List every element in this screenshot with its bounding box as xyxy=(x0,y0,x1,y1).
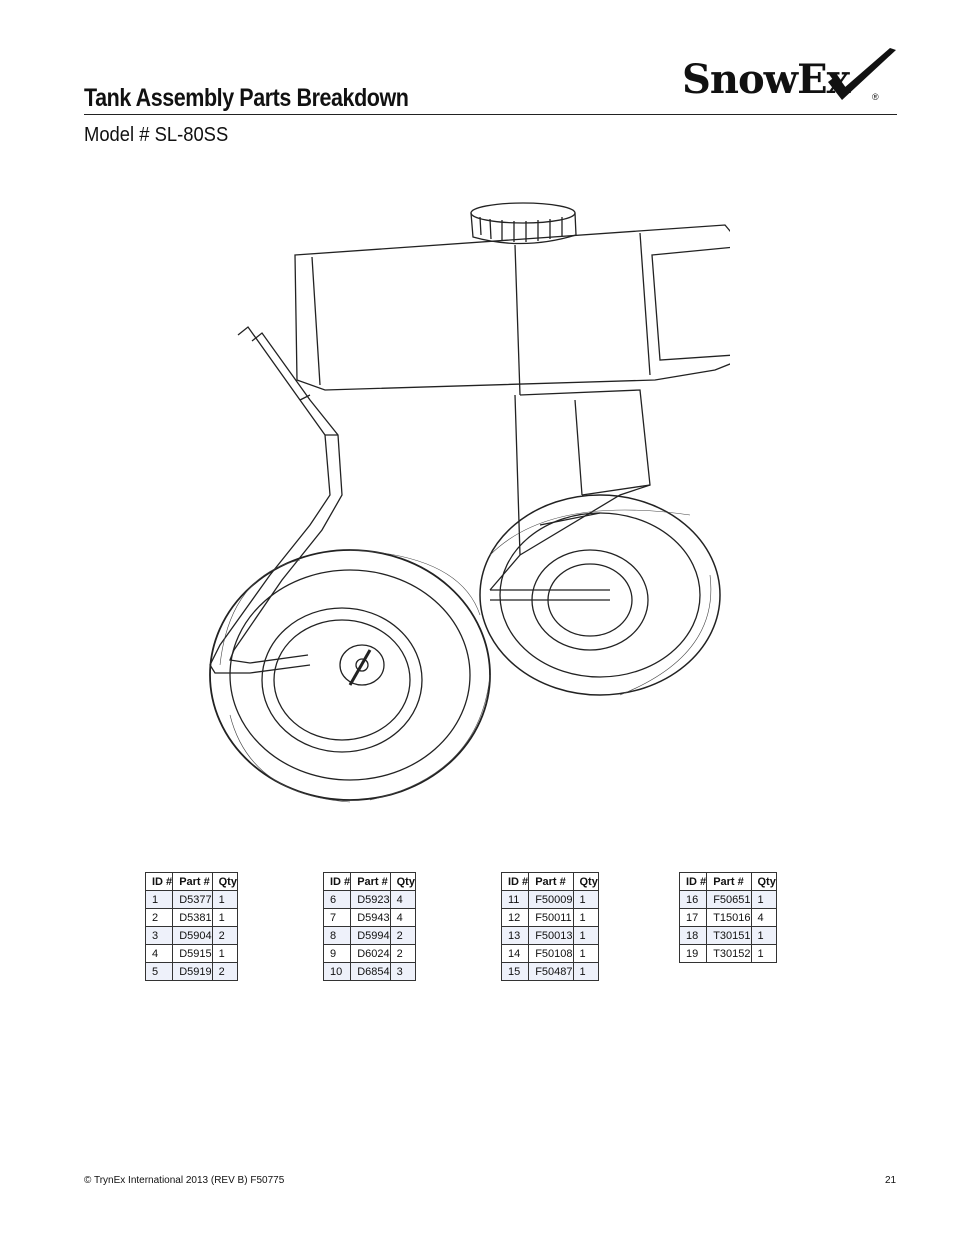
cell-id: 19 xyxy=(680,945,707,963)
cell-id: 13 xyxy=(502,927,529,945)
cell-part: F50651 xyxy=(707,891,751,909)
table-row xyxy=(146,963,238,981)
cell-qty: 4 xyxy=(751,909,776,927)
cell-qty: 2 xyxy=(390,945,415,963)
cell-part: T15016 xyxy=(707,909,751,927)
header-part: Part # xyxy=(351,873,390,891)
table-row xyxy=(324,963,416,981)
cell-part: F50009 xyxy=(529,891,573,909)
header-id: ID # xyxy=(502,873,529,891)
footer-copyright: © TrynEx International 2013 (REV B) F50775 xyxy=(84,1175,285,1186)
cell-qty: 4 xyxy=(390,891,415,909)
cell-qty: 1 xyxy=(573,945,598,963)
cell-part: F50108 xyxy=(529,945,573,963)
header-qty: Qty xyxy=(212,873,237,891)
header-id: ID # xyxy=(324,873,351,891)
cell-part: D5994 xyxy=(351,927,390,945)
cell-part: D5943 xyxy=(351,909,390,927)
table-row xyxy=(324,909,416,927)
cell-qty: 1 xyxy=(573,927,598,945)
table-row xyxy=(324,927,416,945)
cell-id: 1 xyxy=(146,891,173,909)
cell-part: F50011 xyxy=(529,909,573,927)
registered-mark: ® xyxy=(872,92,879,102)
cell-qty: 1 xyxy=(573,963,598,981)
cell-id: 8 xyxy=(324,927,351,945)
cell-qty: 1 xyxy=(573,909,598,927)
cell-part: T30152 xyxy=(707,945,751,963)
cell-qty: 2 xyxy=(390,927,415,945)
table-row xyxy=(502,963,599,981)
model-subtitle: Model # SL-80SS xyxy=(84,124,229,146)
cell-id: 10 xyxy=(324,963,351,981)
cell-part: D5381 xyxy=(173,909,212,927)
cell-qty: 1 xyxy=(212,891,237,909)
cell-qty: 1 xyxy=(751,927,776,945)
cell-part: D6854 xyxy=(351,963,390,981)
cell-id: 4 xyxy=(146,945,173,963)
parts-table-3 xyxy=(501,872,599,981)
cell-id: 5 xyxy=(146,963,173,981)
cell-qty: 2 xyxy=(212,927,237,945)
header-qty: Qty xyxy=(573,873,598,891)
cell-id: 16 xyxy=(680,891,707,909)
cell-id: 17 xyxy=(680,909,707,927)
cell-qty: 1 xyxy=(212,945,237,963)
table-header-row xyxy=(324,873,416,891)
parts-table-4 xyxy=(679,872,777,963)
cell-qty: 4 xyxy=(390,909,415,927)
cell-part: D5904 xyxy=(173,927,212,945)
cell-id: 6 xyxy=(324,891,351,909)
cell-id: 14 xyxy=(502,945,529,963)
table-header-row xyxy=(146,873,238,891)
table-row xyxy=(502,909,599,927)
cell-id: 18 xyxy=(680,927,707,945)
cell-qty: 1 xyxy=(212,909,237,927)
table-row xyxy=(680,927,777,945)
table-row xyxy=(680,891,777,909)
table-row xyxy=(324,945,416,963)
checkmark-icon xyxy=(820,48,900,106)
cell-qty: 1 xyxy=(751,891,776,909)
cell-id: 11 xyxy=(502,891,529,909)
cell-qty: 3 xyxy=(390,963,415,981)
brand-logo xyxy=(680,48,900,108)
cell-id: 2 xyxy=(146,909,173,927)
cell-part: D5915 xyxy=(173,945,212,963)
table-row xyxy=(502,891,599,909)
spreader-assembly-drawing xyxy=(190,195,730,815)
page-title: Tank Assembly Parts Breakdown xyxy=(84,84,409,112)
cell-id: 12 xyxy=(502,909,529,927)
parts-table-2 xyxy=(323,872,416,981)
brand-logo-text: SnowEx xyxy=(682,56,850,103)
header-part: Part # xyxy=(707,873,751,891)
table-row xyxy=(680,909,777,927)
cell-qty: 2 xyxy=(212,963,237,981)
table-row xyxy=(146,945,238,963)
header-part: Part # xyxy=(529,873,573,891)
header-id: ID # xyxy=(146,873,173,891)
cell-part: D5377 xyxy=(173,891,212,909)
table-row xyxy=(146,891,238,909)
cell-part: D5923 xyxy=(351,891,390,909)
title-divider xyxy=(84,114,897,115)
cell-part: D6024 xyxy=(351,945,390,963)
page-number: 21 xyxy=(885,1175,897,1186)
header-id: ID # xyxy=(680,873,707,891)
cell-part: F50487 xyxy=(529,963,573,981)
table-row xyxy=(680,945,777,963)
cell-part: D5919 xyxy=(173,963,212,981)
cell-part: F50013 xyxy=(529,927,573,945)
table-header-row xyxy=(680,873,777,891)
table-row xyxy=(146,909,238,927)
table-header-row xyxy=(502,873,599,891)
cell-id: 15 xyxy=(502,963,529,981)
cell-part: T30151 xyxy=(707,927,751,945)
table-row xyxy=(502,945,599,963)
header-part: Part # xyxy=(173,873,212,891)
header-qty: Qty xyxy=(390,873,415,891)
header-qty: Qty xyxy=(751,873,776,891)
cell-qty: 1 xyxy=(573,891,598,909)
table-row xyxy=(146,927,238,945)
table-row xyxy=(324,891,416,909)
cell-id: 7 xyxy=(324,909,351,927)
table-row xyxy=(502,927,599,945)
cell-id: 9 xyxy=(324,945,351,963)
parts-table-1 xyxy=(145,872,238,981)
cell-qty: 1 xyxy=(751,945,776,963)
cell-id: 3 xyxy=(146,927,173,945)
